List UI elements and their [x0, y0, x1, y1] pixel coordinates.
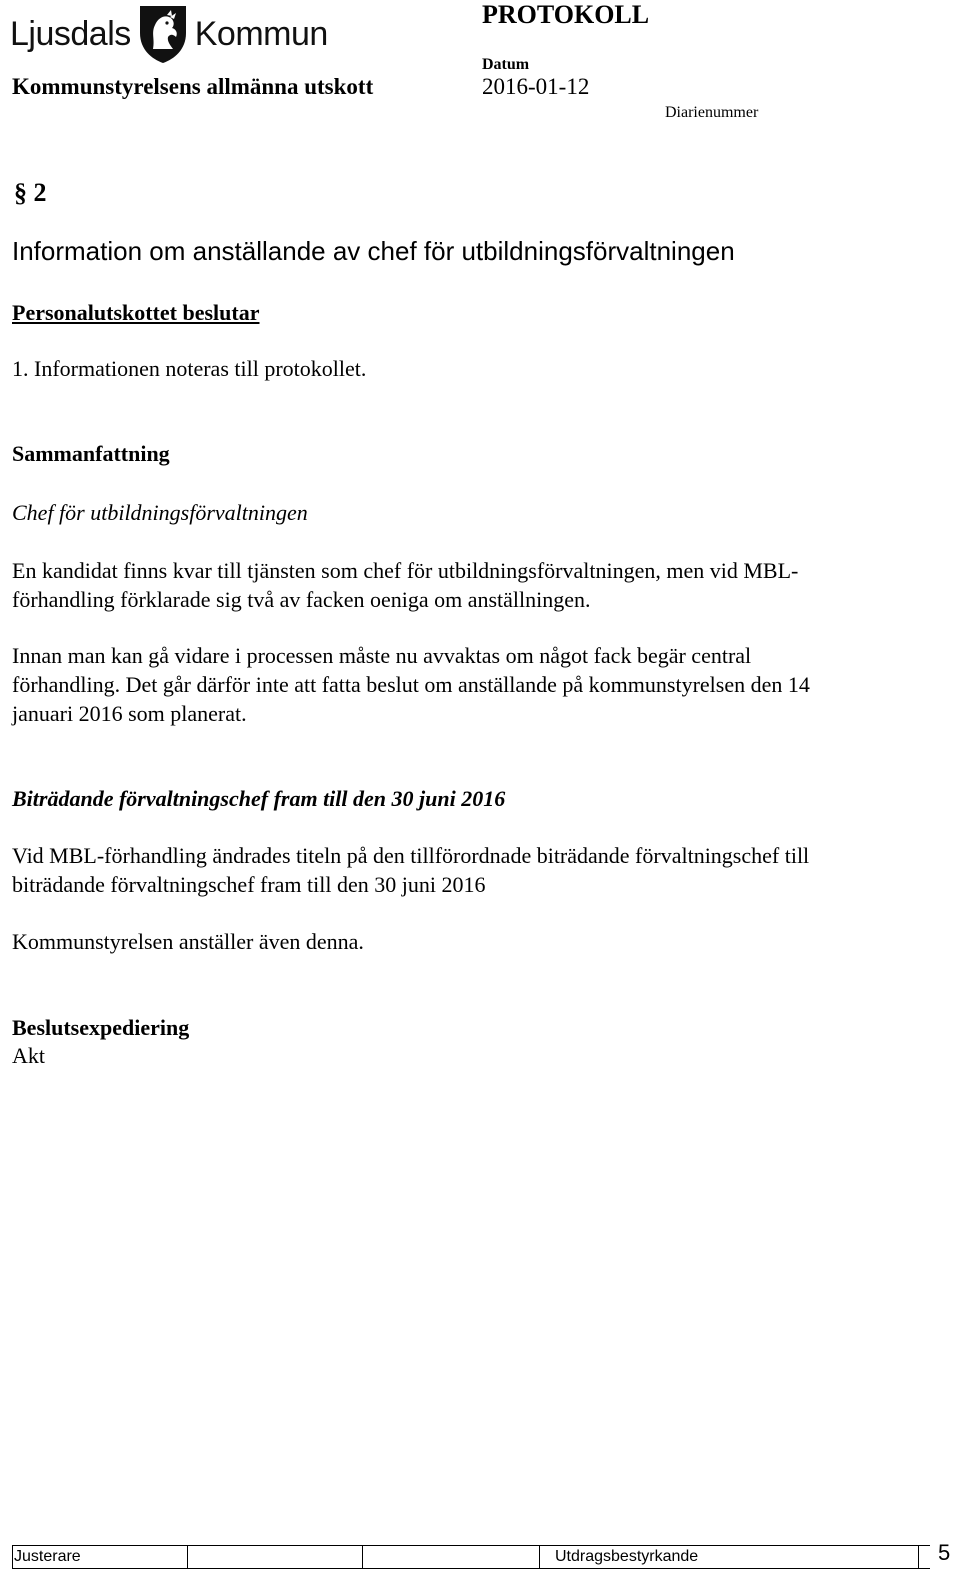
paragraph-number: § 2 [14, 178, 47, 207]
justerare-cell [12, 1546, 81, 1568]
footer-end-cell [918, 1546, 919, 1568]
paragraph-line: förhandling förklarade sig två av facken oeniga om anställningen. [12, 587, 591, 612]
date-label: Datum [482, 56, 530, 73]
page-number: 5 [938, 1540, 951, 1565]
committee-name: Kommunstyrelsens allmänna utskott [12, 74, 374, 99]
decision-heading: Personalutskottet beslutar [12, 300, 260, 325]
section-title: Information om anställande av chef för utbildningsförvaltningen [12, 236, 735, 266]
utdrag-label: Utdragsbestyrkande [555, 1548, 699, 1565]
paragraph-line: Innan man kan gå vidare i processen måste nu avvaktas om något fack begär central [12, 643, 752, 668]
paragraph-line: biträdande förvaltningschef fram till den 30 juni 2016 [12, 872, 486, 897]
signature-cell [362, 1546, 363, 1568]
municipality-logo [10, 2, 328, 66]
justerare-label: Justerare [14, 1548, 81, 1565]
paragraph-line: förhandling. Det går därför inte att fatta beslut om anställande på kommunstyrelsen den 14 [12, 672, 810, 697]
decision-item: 1. Informationen noteras till protokollet. [12, 356, 367, 381]
logo-text-right: Kommun [194, 14, 328, 53]
signature-footer [12, 1545, 930, 1569]
document-type: PROTOKOLL [482, 0, 650, 29]
signature-cell [187, 1546, 188, 1568]
dispatch-heading: Beslutsexpediering [12, 1015, 190, 1040]
paragraph-line: Kommunstyrelsen anställer även denna. [12, 929, 364, 954]
utdrag-cell [539, 1546, 699, 1568]
paragraph-line: januari 2016 som planerat. [12, 701, 247, 726]
registration-number-label: Diarienummer [665, 104, 759, 121]
dispatch-value: Akt [12, 1043, 45, 1068]
subheading-chief: Chef för utbildningsförvaltningen [12, 500, 308, 525]
summary-heading: Sammanfattning [12, 441, 170, 466]
paragraph-line: Vid MBL-förhandling ändrades titeln på den tillförordnade biträdande förvaltningschef till [12, 843, 810, 868]
subheading-deputy: Biträdande förvaltningschef fram till den 30 juni 2016 [12, 786, 506, 811]
date-value: 2016-01-12 [482, 74, 590, 99]
paragraph-line: En kandidat finns kvar till tjänsten som chef för utbildningsförvaltningen, men vid MBL- [12, 558, 799, 583]
logo-text-left: Ljusdals [10, 14, 131, 53]
coat-of-arms-icon [137, 3, 189, 65]
